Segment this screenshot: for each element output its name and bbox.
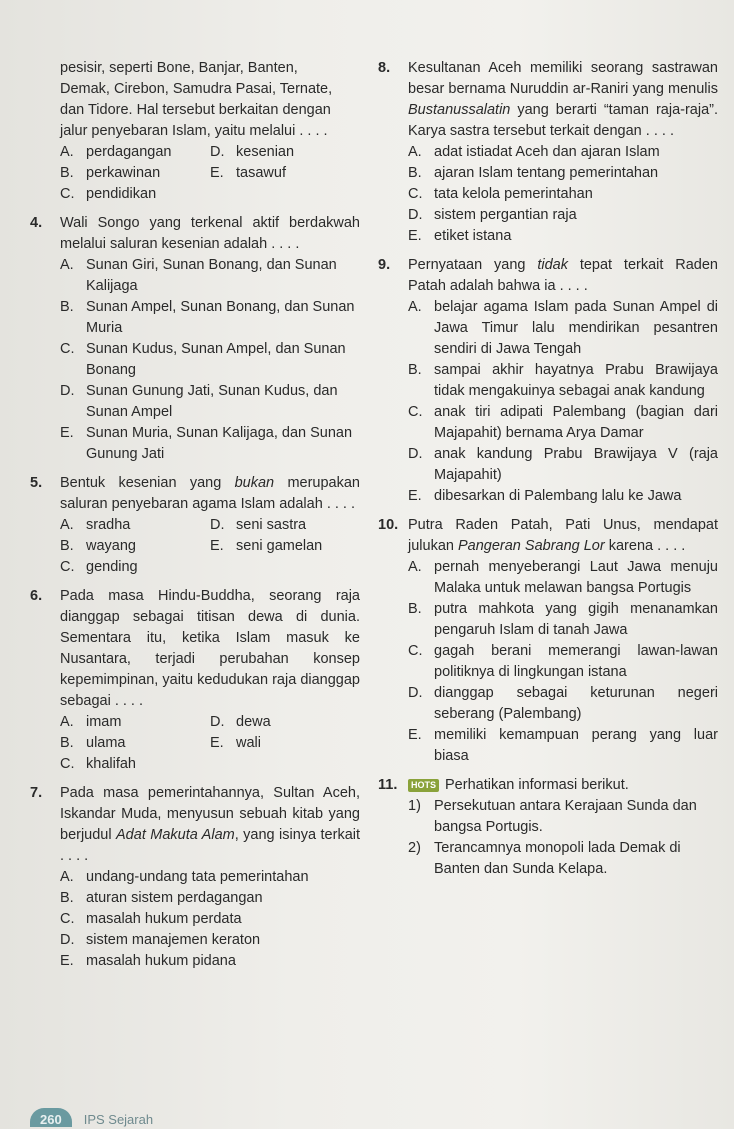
question-stem: Kesultanan Aceh memiliki seorang sastrawan besar bernama Nuruddin ar-Raniri yang menulis Bustanussalatin yang berarti “taman raja-raja”. Karya sastra tersebut terkait dengan . . . . (408, 60, 718, 139)
option-b: B. ulama (60, 735, 126, 751)
option-a: A. Sunan Giri, Sunan Bonang, dan Sunan Kalijaga (60, 257, 337, 294)
option-b: B. Sunan Ampel, Sunan Bonang, dan Sunan Muria (60, 299, 355, 336)
question-stem: Bentuk kesenian yang bukan merupakan saluran penyebaran agama Islam adalah . . . . (60, 475, 360, 512)
question-5 (30, 473, 360, 578)
option-d: D. seni sastra (210, 517, 307, 533)
question-stem: Pada masa Hindu-Buddha, seorang raja dianggap sebagai titisan dewa di dunia. Sementara itu, ketika Islam masuk ke Nusantara, terjadi perubahan konsep kepemimpinan, yaitu kedudukan raja dianggap sebagai . . . . (60, 588, 360, 709)
option-d: D. Sunan Gunung Jati, Sunan Kudus, dan Sunan Ampel (60, 383, 338, 420)
question-number: 10. (378, 517, 399, 533)
question-number: 9. (378, 257, 391, 273)
options-grid (60, 515, 360, 578)
option-e: E. wali (210, 735, 261, 751)
option-a: A. adat istiadat Aceh dan ajaran Islam (408, 144, 660, 160)
option-d: D. anak kandung Prabu Brawijaya V (raja Majapahit) (408, 446, 718, 483)
option-c: C. masalah hukum perdata (60, 911, 242, 927)
question-number: 8. (378, 60, 391, 76)
option-c: C. pendidikan (60, 186, 157, 202)
options-grid (60, 712, 360, 775)
question-number: 4. (30, 215, 43, 231)
option-b: B. sampai akhir hayatnya Prabu Brawijaya tidak mengakuinya sebagai anak kandung (408, 362, 718, 399)
option-c: C. Sunan Kudus, Sunan Ampel, dan Sunan Bonang (60, 341, 346, 378)
option-e: E. memiliki kemampuan perang yang luar biasa (408, 727, 718, 764)
option-a: A. belajar agama Islam pada Sunan Ampel di Jawa Timur lalu mendirikan pesantren sendiri di Jawa Tengah (408, 299, 718, 357)
question-8 (378, 58, 718, 247)
options-grid (60, 142, 360, 205)
question-10 (378, 515, 718, 767)
intro-line: jalur penyebaran Islam, yaitu melalui . . . . (60, 123, 328, 139)
hots-badge: HOTS (408, 779, 439, 792)
option-d: D. dianggap sebagai keturunan negeri seberang (Palembang) (408, 685, 718, 722)
option-e: E. etiket istana (408, 228, 512, 244)
option-e: E. tasawuf (210, 165, 286, 181)
option-b: B. ajaran Islam tentang pemerintahan (408, 165, 659, 181)
option-d: D. sistem pergantian raja (408, 207, 577, 223)
question-3-continuation (30, 58, 360, 205)
option-d: D. kesenian (210, 144, 295, 160)
option-e: E. Sunan Muria, Sunan Kalijaga, dan Sunan Gunung Jati (60, 425, 353, 462)
question-stem: HOTS Perhatikan informasi berikut. (408, 775, 718, 796)
option-e: E. masalah hukum pidana (60, 953, 236, 969)
question-stem: Putra Raden Patah, Pati Unus, mendapat julukan Pangeran Sabrang Lor karena . . . . (408, 517, 718, 554)
question-number: 6. (30, 588, 43, 604)
option-b: B. putra mahkota yang gigih menanamkan pengaruh Islam di tanah Jawa (408, 601, 718, 638)
left-column (30, 58, 360, 980)
page-footer (30, 1108, 290, 1129)
question-6 (30, 586, 360, 775)
right-column (378, 58, 718, 888)
option-a: A. undang-undang tata pemerintahan (60, 869, 309, 885)
question-4 (30, 213, 360, 465)
page-number: 260 (30, 1108, 72, 1127)
footer-label: IPS Sejarah (83, 1112, 154, 1127)
intro-line: Demak, Cirebon, Samudra Pasai, Ternate, (60, 81, 333, 97)
option-d: D. sistem manajemen keraton (60, 932, 261, 948)
question-11 (378, 775, 718, 880)
info-item-1: 1) Persekutuan antara Kerajaan Sunda dan bangsa Portugis. (408, 798, 697, 835)
question-stem: Wali Songo yang terkenal aktif berdakwah melalui saluran kesenian adalah . . . . (60, 215, 360, 252)
option-c: C. gending (60, 559, 138, 575)
question-stem: Pernyataan yang tidak tepat terkait Raden Patah adalah bahwa ia . . . . (408, 257, 718, 294)
option-c: C. anak tiri adipati Palembang (bagian dari Majapahit) bernama Arya Damar (408, 404, 718, 441)
option-b: B. wayang (60, 538, 136, 554)
question-9 (378, 255, 718, 507)
option-e: E. dibesarkan di Palembang lalu ke Jawa (408, 488, 682, 504)
question-number: 5. (30, 475, 43, 491)
option-b: B. perkawinan (60, 165, 161, 181)
option-a: A. pernah menyeberangi Laut Jawa menuju Malaka untuk melawan bangsa Portugis (408, 559, 718, 596)
option-c: C. gagah berani memerangi lawan-lawan politiknya di lingkungan istana (408, 643, 718, 680)
option-a: A. imam (60, 714, 122, 730)
question-number: 11. (378, 777, 398, 793)
info-item-2: 2) Terancamnya monopoli lada Demak di Banten dan Sunda Kelapa. (408, 840, 681, 877)
question-7 (30, 783, 360, 972)
option-e: E. seni gamelan (210, 538, 323, 554)
intro-line: pesisir, seperti Bone, Banjar, Banten, (60, 60, 298, 76)
option-a: A. sradha (60, 517, 131, 533)
question-number: 7. (30, 785, 43, 801)
option-d: D. dewa (210, 714, 271, 730)
intro-line: dan Tidore. Hal tersebut berkaitan dengan (60, 102, 331, 118)
question-stem: Pada masa pemerintahannya, Sultan Aceh, Iskandar Muda, menyusun sebuah kitab yang berjudul Adat Makuta Alam, yang isinya terkait . . . . (60, 785, 361, 864)
option-a: A. perdagangan (60, 144, 172, 160)
option-c: C. khalifah (60, 756, 136, 772)
option-c: C. tata kelola pemerintahan (408, 186, 593, 202)
option-b: B. aturan sistem perdagangan (60, 890, 263, 906)
